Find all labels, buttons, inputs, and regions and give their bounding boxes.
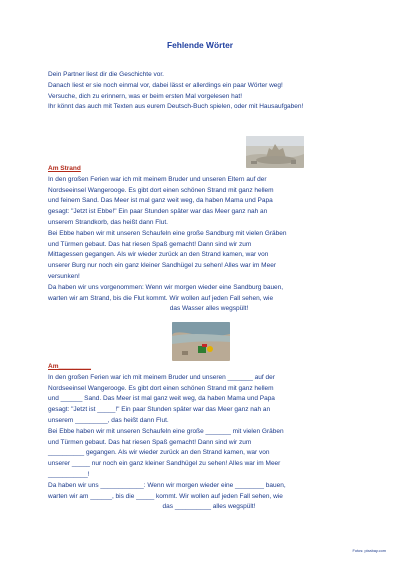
story-line: In den großen Ferien war ich mit meinem Bruder und unseren Eltern auf der bbox=[48, 175, 267, 183]
gap-story-line: Da haben wir uns ____________: Wenn wir morgen wieder eine ________ bauen, bbox=[48, 481, 286, 489]
gap-story-line: und ______ Sand. Das Meer ist mal ganz weit weg, da haben Mama und Papa bbox=[48, 395, 275, 403]
intro-line: Danach liest er sie noch einmal vor, dabei lässt er allerdings ein paar Wörter weg! bbox=[48, 81, 283, 89]
story-line: Bei Ebbe haben wir mit unseren Schaufeln eine große Sandburg mit vielen Gräben bbox=[48, 229, 287, 237]
story-line: versunken! bbox=[48, 272, 80, 280]
story-line: Nordseeinsel Wangerooge. Es gibt dort einen schönen Strand mit ganz hellem bbox=[48, 186, 274, 194]
gap-story-line: das __________ alles wegspült! bbox=[162, 503, 256, 511]
story-line: unserer Burg nur noch ein ganz kleiner Sandhügel zu sehen! Alles war im Meer bbox=[48, 262, 276, 270]
intro-text bbox=[48, 70, 370, 113]
gap-story-line: Bei Ebbe haben wir mit unseren Schaufeln eine große _______ mit vielen Gräben bbox=[48, 427, 284, 435]
gap-story-line: warten wir am ______, bis die _____ kommt. Wir wollen auf jeden Fall sehen, wie bbox=[48, 492, 283, 500]
story-line: Da haben wir uns vorgenommen: Wenn wir morgen wieder eine Sandburg bauen, bbox=[48, 283, 284, 291]
story-line: gesagt: "Jetzt ist Ebbe!" Ein paar Stunden später war das Meer ganz nah an bbox=[48, 208, 268, 216]
gap-story-line: Nordseeinsel Wangerooge. Es gibt dort einen schönen Strand mit ganz hellem bbox=[48, 384, 274, 392]
gap-story-line: In den großen Ferien war ich mit meinem Bruder und unseren _______ auf der bbox=[48, 373, 275, 381]
intro-line: Ihr könnt das auch mit Texten aus eurem Deutsch-Buch spielen, oder mit Hausaufgaben! bbox=[48, 103, 304, 111]
story-line: Mittagessen gegangen. Als wir wieder zurück an den Strand kamen, war von bbox=[48, 251, 269, 259]
gap-story-heading: Am_________ bbox=[48, 363, 92, 370]
photo-credit: Fotos: pixabay.com bbox=[352, 548, 386, 553]
gap-story-line: gesagt: "Jetzt ist _____!" Ein paar Stunden später war das Meer ganz nah an bbox=[48, 406, 271, 414]
story-line: und feinem Sand. Das Meer ist mal ganz weit weg, da haben Mama und Papa bbox=[48, 197, 273, 205]
story-line: und Türmen gebaut. Das hat riesen Spaß gemacht! Dann sind wir zum bbox=[48, 240, 252, 248]
page-title: Fehlende Wörter bbox=[166, 40, 234, 50]
gap-story-line: und Türmen gebaut. Das hat riesen Spaß gemacht! Dann sind wir zum bbox=[48, 438, 252, 446]
story-line: warten wir am Strand, bis die Flut kommt. Wir wollen auf jeden Fall sehen, wie bbox=[48, 294, 274, 302]
gap-story-section bbox=[48, 362, 370, 513]
gap-story-line: __________ gegangen. Als wir wieder zurück an den Strand kamen, war von bbox=[48, 449, 270, 457]
gap-story-line: unserem _________, das heißt dann Flut. bbox=[48, 416, 169, 424]
story-line: das Wasser alles wegspült! bbox=[169, 305, 249, 313]
gap-story-line: ___________! bbox=[48, 470, 90, 478]
gap-story-line: unserer _____ nur noch ein ganz kleiner Sandhügel zu sehen! Alles war im Meer bbox=[48, 460, 281, 468]
beach-toys-photo bbox=[172, 322, 230, 361]
story-section bbox=[48, 164, 370, 315]
story-line: unserem Strandkorb, das heißt dann Flut. bbox=[48, 218, 168, 226]
intro-line: Versuche, dich zu erinnern, was er beim ersten Mal vorgelesen hat! bbox=[48, 92, 243, 100]
story-heading: Am Strand bbox=[48, 165, 81, 172]
intro-line: Dein Partner liest dir die Geschichte vor. bbox=[48, 71, 164, 78]
